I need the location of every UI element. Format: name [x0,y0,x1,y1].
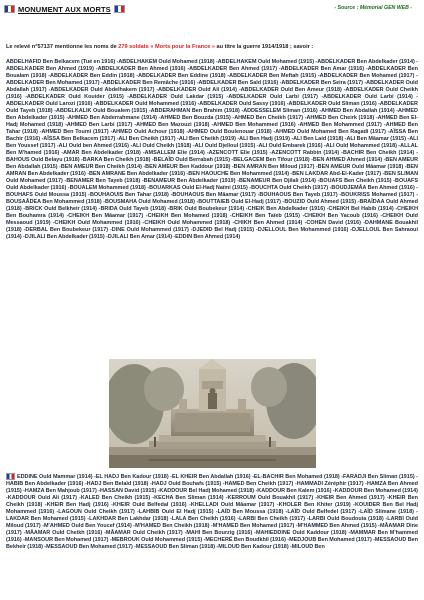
header [4,3,420,15]
soldier-count: 279 soldats « Morts pour la France » [118,44,215,50]
intro-text-1: Le relevé n°57137 mentionne les noms de [6,44,119,50]
source-prefix: - Source : [334,5,360,11]
monument-photo [109,359,316,468]
intro-paragraph [6,44,418,51]
source-link[interactable]: Mémorial GEN WEB [359,5,409,11]
names-list-part-2-text: EDDINE Ould Mammar (1914) -EL HADJ Ben Kadour (1918) -EL KHEIR Ben Abdallah (1916) -EL-BACHIR Ben Mohamed (1918) -FARADJI Ben Sliman (1915) -HABIB Ben Abdelkader (1916) -HADJ Ben Belaïd (1918) -HADJ Ould Bouhafs (1915) -HAMED Ben Cheikh (1917) -HAMMADI Zéréphir (1917) -HAMZA Ben Ahmed (1915) -HAMZA Ben Mahjoub (1917) -HASSAN David (1915) -KADDOUR Bel Hadj Mohamed (1918) -KADDOUR Ben Kalem (1916) -KADDOUR Ben Mohamed (1914) -KADDOUR Ould Ali (1917) -KALED Ben Cheikh (1915) -KECHA Ben Sliman (1914) -KERROUM Ould Bouakhil (1917) -KHEIR Ben Ahmed (1917) -KHEIR Ben Cheikh (1918) -KHEIR Ben Hadj (1916) -KHEIR Ould Belfedal (1916) -KHELLADI Ould Mâamar (1917) -KHOLER Ben Khiter (1919) -KOUIDER Ben Bel Hadj Mohammed (1916) -LAGOUN Ould Cheikh (1917) -LAHBIB Ould El Hadj (1915) -LAÏD Ben Moussa (1918) -LAÏD Ould Belfedel (1917) -LAÏD Slimane (1918) -LAKDAR Ben Mohamed (1915) -LAKHDAR Ben Lakhdar (1918) -LALA Ben Cheikh (1916) -LARBI Ben Cheikh (1917) -LARBI Ould Boudouia (1918) -LARBI Ould Miloud (1917) -M'AHMED Ould Ben Youcef (1914) -M'HAMED Ben Cheikh (1918) -M'HAMED Ben Mohamed (1917) -M'HAMMED Ben Ahmed (1915) -MÂAMAR Dine (1917) -MÂAMAR Ould Cheikh (1916) -MÂAMAR Ould Cheikh (1917) -MAHI Ben Bourzig (1916) -MAHIEDDINE Ould Kaddour (1918) -MAMMAR Ben M'hammed (1916) -MANSOUR Ben Mohamed (1917) -MEBROUK Ould Mohammed (1915) -MECHERÉ Ben Boudkhil (1916) -MEDJOUB Ben Mohamed (1917) -MESSAOUD Ben Bekheir (1918) -MESSAOUD Ben Mohamed (1917) -MESSAOUD Ben Sliman (1918) -MILOUD Ben Kadour (1918) -MILOUD Ben [6,473,418,550]
source-credit [334,5,412,11]
title-bar [4,3,125,15]
page-title: MONUMENT AUX MORTS [18,4,111,14]
names-list-part-2 [6,473,418,600]
names-list-part-1: ABDELHAFID Ben Belkacem (Tué en 1916) -ABDELHAKEM Ould Mohamed (1918) -ABDELHAKEM Ould Mohamed (1915) -ABDELKADER Ben Abdelkader (1914) -ABDELKADER Ben Ahmed (1919) -ABDELKADER Ben Ahmed (1916) -ABDELKADER Ben Ahmed (1917) -ABDELKADER Ben Amar (1916) -ABDELKADER Ben Boualam (1918) -ABDELKADER Ben Eddin (1918) -ABDELKADER Ben Eddine (1918) -ABDELKADER Ben Meftah (1915) -ABDELKADER Ben Mohamed (1917) -ABDELKADER Ben Mohamed (1917) -ABDELKADER Ben Remâche (1916) -ABDELKADER Ben Saïd (1916) -ABDELKADER Ben Seira (1917) -ABDELKADER Ould Abdallah (1917) -ABDELKADER Ould Abdelhakem (1917) -ABDELKADER Ould Ali (1914) -ABDELKADER Ould Ben Ameur (1918) -ABDELKADER Ould Cheikh (1916) -ABDELKADER Ould Kouider (1915) -ABDELKADER Ould Lakdar (1915) -ABDELKADER Ould Larbi (1917) -ABDELKADER Ould Larbi (1914) -ABDELKADER Ould Larozi (1916) -ABDELKADER Ould Mohammed (1916) -ABDELKADER Ould Sassy (1916) -ABDELKADER Ould Sliman (1916) -ABDELKADER Ould Tayeb (1918) -ABDELKALIK Ould Boualem (1915) -ABDERAHMAN Ben Brahim (1918) -ADDESSELEM Sliman (1916) -AHMED Ben Abdallah (1914) -AHMED Ben Abdelkader (1915) -AHMED Ben Abderrahmane (1914) -AHMED Ben Bouzda (1915) -AHMED Ben Cheikh (1917) -AHMED Ben Cheirk (1918) -AHMED Ben El-Hadj Mohamed (1918) -AHMED Ben Larbi (1917) -AHMED Ben Mazouzi (1918) -AHMED Ben Mohammed (1916) -AHMED Ben Mohammed (1917) -AHMED Ben Tahar (1918) -AHMED Ben Toumi (1917) -AHMED Ould Achour (1918) -AHMED Ould Boulenouar (1918) -AHMED Ould Mohamed Ben Ragadi (1917) -AÏSSA Ben Bachir (1916) -AÏSSA Ben Belkacem (1917) -ALI Ben Cheikh (1917) -ALI Ben Cheikh (1919) -ALI Ben Hadj (1919) -ALI Ben Laid (1918) -ALI Ben Mâamar (1915) -ALI Ben Youssef (1917) -ALI Ould ben Ahmed (1916) -ALI Ould Cheikh (1918) -ALI Ould Djelloul (1915) -ALI Ould Embarek (1916) -ALI Ould Mohammed (1918) -ALLAL Ben M'hamed (1916) -AMAR Ben Abdelkader (1918) -AMSALLEM Elie (1914) -AZENCOTT Elie (1915) -AZENCOTT Rabbin (1914) -BACHIR Ben Cheikh (1914) -BAHOUS Ould Belayu (1918) -BARKA Ben Cheikh (1918) -BELAÏD Ould Berrabah (1915) -BELGACEM Ben Tifour (1918) -BEN AHMED Ahmed (1914) -BEN AMEUR Ben Abdallah (1915) -BEN AMEUR Ben Cheikh (1914) -BEN AMEUR Ben Kaddour (1918) -BEN AMRAN Ben Miloud (1917) -BEN AMEUR Ould Mâamar (1918) -BEN AMRAN Ben Abdelkader (1916) -BEN AMRANE Ben Abdelkader (1916) -BEN HAOUCHE Ben Mohammed (1914) -BEN LAKDAR Abd-El-Kader (1917) -BEN SLIMAN Ould Mohamed (1917) -BENAMER Ben Tayeb (1918) -BENAMEUR Ben Abdelkader (1919) -BENAMEUR Ben Djilali (1914) -BOUAFS Ben Cheikh (1915) -BOUAFS Ould Abdelkader (1916) -BOUALEM Mohammed (1918) -BOUARKAS Ould El-Hadj Naïmi (1915) -BOUCHTA Ould Cheikh (1917) -BOUDJEMÂA Ben Ahmed (1916) -BOUHAFS Ould Moussa (1915) -BOUHAOUIS Ben Tahar (1918) -BOUHAOUS Ben Mâamar (1917) -BOUHAOUS Ben Tayeb (1917) -BOUKRISS Mohamed (1917) -BOUSAÂDEA Ben Mohammed (1918) -BOUSMAHA Ould Mohamed (1918) -BOUTTAIEB Ould El-Hadj (1917) -BOUZID Ould Ahmed (1915) -BRAÏDAA Ould Ahmed (1918) -BRICK Ould Belkheir (1914) -BRIDA Ould Tayeb (1918) -BRIK Ould Boubekeur (1914) -CHEIK Ben Abdelkader (1916) -CHEIKH Bel Habib (1914) -CHEIKH Ben Bouhamra (1914) -CHEIKH Ben Mâamar (1917) -CHEIKH Ben Mohamed (1918) -CHEIKH Ben Taïeb (1915) -CHEIKH Ben Yacoub (1916) -CHEIKH Ould Messaoud (1919) -CHEIKH Ould Mohammed (1916) -CHEIKH Ould Mohammed (1918) -CHIKH Ben Ahmed (1914) -COHEN David (1916) -DAHMANE Bouakhil (1918) -DERBAL Ben Boubekeur (1917) -DINE Ould Mohammed (1917) -DJEDID Bel Hadj (1915) -DJELLOUL Ben Mohammed (1916) -DJELLOUL Ben Sahraoui (1914) -DJILALI Ben Abdelkader (1915) -DJILALI Ben Amar (1914) -EDDIN Ben Ahmed (1914) [6,59,418,240]
french-flag-icon [4,5,15,13]
french-flag-icon [6,473,15,480]
source-suffix: - [408,5,412,11]
monument-image [109,359,316,468]
intro-text-2: au titre la guerre 1914/1918 ; savoir : [214,44,314,50]
french-flag-icon [114,5,125,13]
